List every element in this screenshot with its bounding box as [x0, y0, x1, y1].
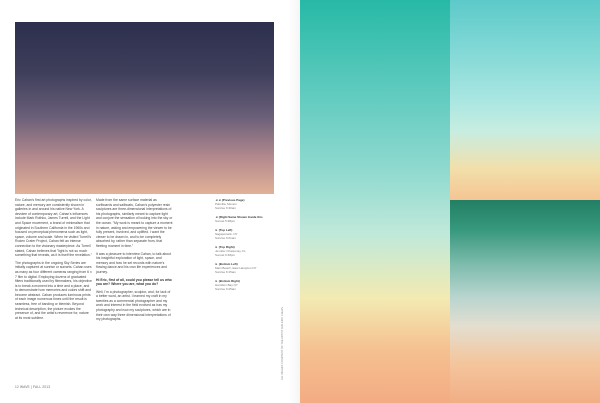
caption-line: Sunrise 6:15am [215, 270, 237, 274]
caption-heading: ◄◄ (Previous Page) [215, 198, 245, 202]
sunset-sky-photo [15, 22, 274, 194]
caption-line: Sunrise 6:01am [215, 236, 237, 240]
right-page [300, 0, 600, 403]
caption [215, 198, 273, 210]
sky-photo-aqua-dawn [450, 0, 600, 200]
caption [215, 279, 273, 291]
caption-heading: ► (Bottom Left) [215, 262, 238, 266]
caption-heading: ► (Bottom Right) [215, 279, 240, 283]
caption-heading: ◄ (Right Same Shown Inside this [215, 215, 263, 219]
caption-line: Jennifer Chastenay, FL [215, 249, 246, 253]
caption-line: Sunrise 6:25am [215, 287, 237, 291]
caption-line: Palmilla, Mexico [215, 202, 237, 206]
caption [215, 262, 273, 274]
paragraph: Made from the same surface material as surfboards and sailboats, Cahan's polyester resin sculptures are three-dimensional interpretations of his photographs, similarly meant to capture light and conjure the sensation of looking into the sky or the ocean. "My work is meant to capture a moment in nature, asking and empowering the viewer to be fully present, involved, and uplifted. I want the viewer to be drawn in, and to be completely absorbed by, rather than separate from, that fleeting moment in time." [96, 198, 173, 248]
caption-line: Main Beach, East Hampton NY [215, 266, 257, 270]
caption-line: Sunset 5:38pm [215, 219, 236, 223]
paragraph: It was a pleasure to interview Cahan, to talk about his insightful exploration of light, space, and memory and how he set records with nature's flowing dance and his own life experiences and journey. [96, 251, 172, 274]
sky-photo-teal-sunset [300, 0, 450, 403]
interview-question: Hi Eric, first of all, could you please tell us who you are? Where you are, what you do? [96, 277, 172, 287]
caption-heading: ► (Top Left) [215, 228, 233, 232]
body-column-2 [96, 198, 173, 325]
caption-line: Sunrise 6:30am [215, 206, 237, 210]
caption-line: Hamilton Bay NY [215, 283, 238, 287]
caption-line: Sunset 6:48pm [215, 253, 236, 257]
paragraph: Eric Cahan's first art photographs inspired by color, nature, and memory are consistently shown in galleries in and around his native New York. A devotee of contemporary art, Cahan's influences include Mark Rothko, James Turrell, and the Light and Space movement, a brand of minimalism that originated in Southern California in the 1960s and focused on perceptual phenomena such as light, space, volume and scale. When he visited Turrell's Roden Crater Project, Cahan felt an intense connection to the visionary masterpiece. As Turrell stated, Cahan believes that "light is not so much something that reveals, as it is itself the revelation." [15, 198, 92, 258]
caption [215, 245, 273, 257]
caption-heading: ► (Top Right) [215, 245, 235, 249]
caption [215, 228, 273, 240]
photo-captions [215, 198, 273, 296]
caption [215, 215, 273, 223]
caption-line: Sagaponack, NY [215, 232, 238, 236]
photo-credit: ALL IMAGES COURTESY OF THE ARTIST AND ERIC CAHAN [281, 306, 284, 380]
paragraph: The photographs in the ongoing Sky Series are initially captured at sunrise or sunsets. Cahan uses as many as four different cameras ranging from 6 x 7 film to digital. Employing dozens of graduated filters traditionally used by filmmakers, his objective is to break a moment into a time and a place, and to demonstrate how memories and colors shift and become abstract. Cahan produces luminous prints of each image numerous times until the result is seamless, free of banding or blemish. Beyond technical description, the picture evokes the presence of, and the artist's reverence for, nature at its most sublime. [15, 260, 92, 320]
sky-photo-green-sunrise [450, 200, 600, 403]
interview-answer: Well, I'm a photographer, sculptor, and, for lack of a better word, an artist. I learned my craft in my twenties as a commercial photographer and my work and interest in the field evolved as has my photography and now my sculptures, which are in their own way three dimensional interpretations of my photographs. [96, 289, 171, 322]
body-column-1 [15, 198, 92, 323]
page-folio: 12 WAVE | FALL 2013 [15, 385, 51, 389]
gutter-shadow [288, 0, 300, 403]
